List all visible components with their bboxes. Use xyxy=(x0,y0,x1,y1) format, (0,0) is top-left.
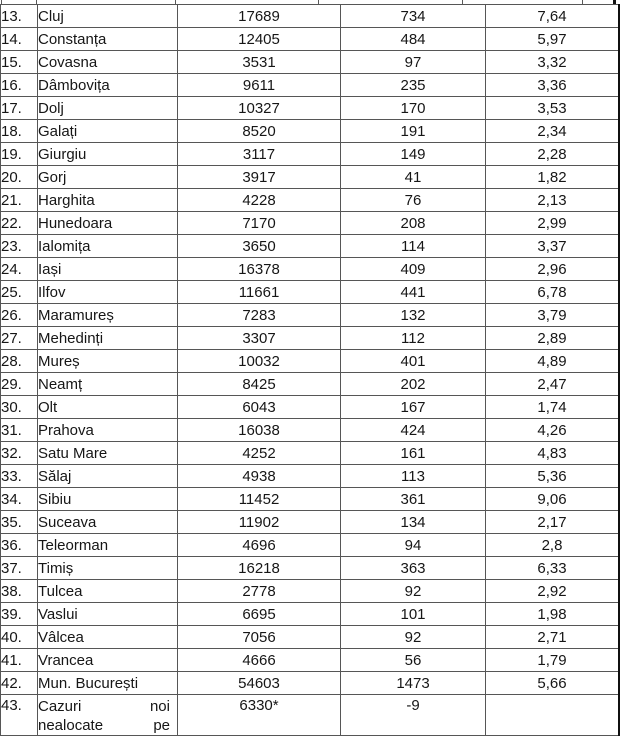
table-row xyxy=(1,212,620,235)
total-cases-cell: 11661 xyxy=(178,281,341,304)
incidence-rate-cell: 5,36 xyxy=(486,465,620,488)
row-number-cell: 16. xyxy=(1,74,38,97)
row-number-cell: 40. xyxy=(1,626,38,649)
total-cases-cell: 12405 xyxy=(178,28,341,51)
row-number-cell: 26. xyxy=(1,304,38,327)
incidence-rate-cell: 1,98 xyxy=(486,603,620,626)
row-number-cell: 23. xyxy=(1,235,38,258)
new-cases-cell: 41 xyxy=(341,166,486,189)
table-row xyxy=(1,5,620,28)
incidence-rate-cell: 2,92 xyxy=(486,580,620,603)
total-cases-cell: 7056 xyxy=(178,626,341,649)
total-cases-cell: 8520 xyxy=(178,120,341,143)
table-row xyxy=(1,626,620,649)
total-cases-cell: 7170 xyxy=(178,212,341,235)
incidence-rate-cell: 2,47 xyxy=(486,373,620,396)
total-cases-cell: 6330* xyxy=(178,695,341,736)
row-number-cell: 36. xyxy=(1,534,38,557)
table-row xyxy=(1,235,620,258)
county-name-cell xyxy=(38,695,178,736)
table-row xyxy=(1,97,620,120)
row-number-cell: 19. xyxy=(1,143,38,166)
incidence-rate-cell: 2,71 xyxy=(486,626,620,649)
total-cases-cell: 8425 xyxy=(178,373,341,396)
new-cases-cell: 132 xyxy=(341,304,486,327)
new-cases-cell: 401 xyxy=(341,350,486,373)
total-cases-cell: 11452 xyxy=(178,488,341,511)
row-number-cell: 42. xyxy=(1,672,38,695)
total-cases-cell: 2778 xyxy=(178,580,341,603)
new-cases-cell: 101 xyxy=(341,603,486,626)
table-row xyxy=(1,373,620,396)
county-name-cell: Gorj xyxy=(38,166,178,189)
row-number-cell: 13. xyxy=(1,5,38,28)
county-name-cell: Vrancea xyxy=(38,649,178,672)
justified-text-line: Cazuri noi xyxy=(38,698,170,715)
new-cases-cell: 191 xyxy=(341,120,486,143)
total-cases-cell: 4252 xyxy=(178,442,341,465)
table-row xyxy=(1,557,620,580)
row-number-cell: 37. xyxy=(1,557,38,580)
new-cases-cell: 94 xyxy=(341,534,486,557)
county-name-cell: Sălaj xyxy=(38,465,178,488)
incidence-rate-cell: 1,79 xyxy=(486,649,620,672)
incidence-rate-cell: 9,06 xyxy=(486,488,620,511)
table-row xyxy=(1,350,620,373)
incidence-rate-cell: 1,74 xyxy=(486,396,620,419)
total-cases-cell: 16378 xyxy=(178,258,341,281)
table-row xyxy=(1,51,620,74)
incidence-rate-cell: 2,96 xyxy=(486,258,620,281)
table-row-partial xyxy=(1,695,620,736)
incidence-rate-cell: 5,66 xyxy=(486,672,620,695)
row-number-cell: 27. xyxy=(1,327,38,350)
county-name-cell: Neamț xyxy=(38,373,178,396)
total-cases-cell: 3531 xyxy=(178,51,341,74)
new-cases-cell: 114 xyxy=(341,235,486,258)
county-name-cell: Maramureș xyxy=(38,304,178,327)
table-row xyxy=(1,419,620,442)
row-number-cell: 21. xyxy=(1,189,38,212)
table-row xyxy=(1,281,620,304)
county-name-cell: Suceava xyxy=(38,511,178,534)
new-cases-cell: 113 xyxy=(341,465,486,488)
row-number-cell: 38. xyxy=(1,580,38,603)
county-name-cell: Mun. București xyxy=(38,672,178,695)
total-cases-cell: 6695 xyxy=(178,603,341,626)
row-number-cell: 28. xyxy=(1,350,38,373)
incidence-rate-cell: 4,89 xyxy=(486,350,620,373)
table-row xyxy=(1,396,620,419)
county-name-cell: Timiș xyxy=(38,557,178,580)
total-cases-cell: 10032 xyxy=(178,350,341,373)
table-row xyxy=(1,189,620,212)
new-cases-cell: 361 xyxy=(341,488,486,511)
table-row xyxy=(1,488,620,511)
total-cases-cell: 17689 xyxy=(178,5,341,28)
county-cases-table xyxy=(0,4,620,736)
county-name-cell: Ilfov xyxy=(38,281,178,304)
table-row xyxy=(1,166,620,189)
new-cases-cell: 149 xyxy=(341,143,486,166)
row-number-cell: 31. xyxy=(1,419,38,442)
county-name-cell: Teleorman xyxy=(38,534,178,557)
row-number-cell: 43. xyxy=(1,695,38,736)
row-number-cell: 14. xyxy=(1,28,38,51)
incidence-rate-cell: 4,83 xyxy=(486,442,620,465)
row-number-cell: 22. xyxy=(1,212,38,235)
incidence-rate-cell: 3,79 xyxy=(486,304,620,327)
new-cases-cell: 363 xyxy=(341,557,486,580)
table-row xyxy=(1,74,620,97)
incidence-rate-cell: 2,99 xyxy=(486,212,620,235)
county-name-cell: Mureș xyxy=(38,350,178,373)
row-number-cell: 30. xyxy=(1,396,38,419)
incidence-rate-cell: 3,53 xyxy=(486,97,620,120)
row-number-cell: 17. xyxy=(1,97,38,120)
county-name-cell: Sibiu xyxy=(38,488,178,511)
incidence-rate-cell: 1,82 xyxy=(486,166,620,189)
table-row xyxy=(1,534,620,557)
county-name-cell: Dolj xyxy=(38,97,178,120)
incidence-rate-cell: 2,8 xyxy=(486,534,620,557)
table-row xyxy=(1,258,620,281)
table-row xyxy=(1,304,620,327)
new-cases-cell: 92 xyxy=(341,580,486,603)
incidence-rate-cell: 6,33 xyxy=(486,557,620,580)
total-cases-cell: 16218 xyxy=(178,557,341,580)
new-cases-cell: 424 xyxy=(341,419,486,442)
total-cases-cell: 4666 xyxy=(178,649,341,672)
table-row xyxy=(1,120,620,143)
row-number-cell: 41. xyxy=(1,649,38,672)
total-cases-cell: 3117 xyxy=(178,143,341,166)
table-row xyxy=(1,327,620,350)
total-cases-cell: 4696 xyxy=(178,534,341,557)
row-number-cell: 39. xyxy=(1,603,38,626)
new-cases-cell: 167 xyxy=(341,396,486,419)
county-name-cell: Ialomița xyxy=(38,235,178,258)
incidence-rate-cell: 2,34 xyxy=(486,120,620,143)
incidence-rate-cell: 3,36 xyxy=(486,74,620,97)
row-number-cell: 34. xyxy=(1,488,38,511)
row-number-cell: 20. xyxy=(1,166,38,189)
county-name-cell: Tulcea xyxy=(38,580,178,603)
new-cases-cell: 56 xyxy=(341,649,486,672)
incidence-rate-cell: 7,64 xyxy=(486,5,620,28)
new-cases-cell: 92 xyxy=(341,626,486,649)
county-name-cell: Mehedinți xyxy=(38,327,178,350)
new-cases-cell: 112 xyxy=(341,327,486,350)
row-number-cell: 29. xyxy=(1,373,38,396)
table-row xyxy=(1,580,620,603)
table-row xyxy=(1,672,620,695)
row-number-cell: 35. xyxy=(1,511,38,534)
county-name-cell: Iași xyxy=(38,258,178,281)
incidence-rate-cell: 6,78 xyxy=(486,281,620,304)
incidence-rate-cell xyxy=(486,695,620,736)
total-cases-cell: 10327 xyxy=(178,97,341,120)
county-name-cell: Constanța xyxy=(38,28,178,51)
county-name-cell: Hunedoara xyxy=(38,212,178,235)
total-cases-cell: 16038 xyxy=(178,419,341,442)
county-name-cell: Galați xyxy=(38,120,178,143)
county-name-cell: Dâmbovița xyxy=(38,74,178,97)
incidence-rate-cell: 2,28 xyxy=(486,143,620,166)
county-name-cell: Vâlcea xyxy=(38,626,178,649)
total-cases-cell: 11902 xyxy=(178,511,341,534)
new-cases-cell: 208 xyxy=(341,212,486,235)
county-name-cell: Cluj xyxy=(38,5,178,28)
table-row xyxy=(1,465,620,488)
row-number-cell: 24. xyxy=(1,258,38,281)
county-name-cell: Vaslui xyxy=(38,603,178,626)
county-name-cell: Covasna xyxy=(38,51,178,74)
incidence-rate-cell: 2,89 xyxy=(486,327,620,350)
table-row xyxy=(1,603,620,626)
new-cases-cell: 134 xyxy=(341,511,486,534)
new-cases-cell: 76 xyxy=(341,189,486,212)
row-number-cell: 15. xyxy=(1,51,38,74)
new-cases-cell: 97 xyxy=(341,51,486,74)
table-row xyxy=(1,442,620,465)
county-name-cell: Giurgiu xyxy=(38,143,178,166)
incidence-rate-cell: 4,26 xyxy=(486,419,620,442)
new-cases-cell: 441 xyxy=(341,281,486,304)
county-name-cell: Satu Mare xyxy=(38,442,178,465)
justified-text-line: nealocate pe xyxy=(38,717,170,734)
incidence-rate-cell: 2,13 xyxy=(486,189,620,212)
total-cases-cell: 9611 xyxy=(178,74,341,97)
new-cases-cell: 170 xyxy=(341,97,486,120)
row-number-cell: 32. xyxy=(1,442,38,465)
county-name-cell: Prahova xyxy=(38,419,178,442)
table-row xyxy=(1,28,620,51)
new-cases-cell: 161 xyxy=(341,442,486,465)
total-cases-cell: 4938 xyxy=(178,465,341,488)
new-cases-cell: 484 xyxy=(341,28,486,51)
incidence-rate-cell: 3,32 xyxy=(486,51,620,74)
incidence-rate-cell: 2,17 xyxy=(486,511,620,534)
total-cases-cell: 3650 xyxy=(178,235,341,258)
county-name-cell: Harghita xyxy=(38,189,178,212)
table-row xyxy=(1,511,620,534)
new-cases-cell: 235 xyxy=(341,74,486,97)
total-cases-cell: 54603 xyxy=(178,672,341,695)
total-cases-cell: 7283 xyxy=(178,304,341,327)
table-body xyxy=(1,5,620,736)
total-cases-cell: 3307 xyxy=(178,327,341,350)
incidence-rate-cell: 5,97 xyxy=(486,28,620,51)
total-cases-cell: 6043 xyxy=(178,396,341,419)
new-cases-cell: 202 xyxy=(341,373,486,396)
total-cases-cell: 3917 xyxy=(178,166,341,189)
new-cases-cell: 734 xyxy=(341,5,486,28)
new-cases-cell: 1473 xyxy=(341,672,486,695)
table-row xyxy=(1,143,620,166)
incidence-rate-cell: 3,37 xyxy=(486,235,620,258)
county-name-cell: Olt xyxy=(38,396,178,419)
row-number-cell: 18. xyxy=(1,120,38,143)
total-cases-cell: 4228 xyxy=(178,189,341,212)
new-cases-cell: -9 xyxy=(341,695,486,736)
new-cases-cell: 409 xyxy=(341,258,486,281)
row-number-cell: 33. xyxy=(1,465,38,488)
row-number-cell: 25. xyxy=(1,281,38,304)
table-row xyxy=(1,649,620,672)
